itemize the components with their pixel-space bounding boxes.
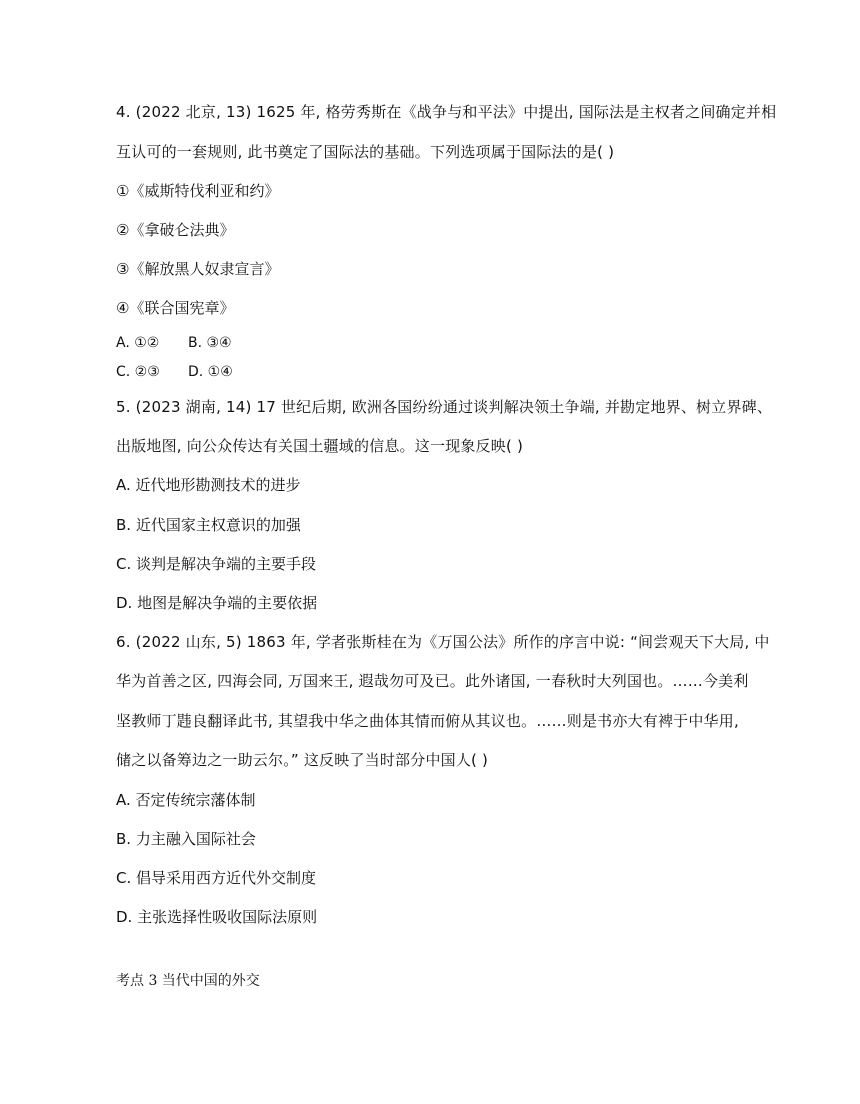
q6-option-b: B. 力主融入国际社会 — [116, 830, 256, 848]
q6-option-d: D. 主张选择性吸收国际法原则 — [116, 908, 318, 926]
q4-stem-line-2: 互认可的一套规则, 此书奠定了国际法的基础。下列选项属于国际法的是( ) — [116, 143, 615, 161]
q4-item-2: ②《拿破仑法典》 — [116, 221, 235, 239]
q4-option-c: C. ②③ — [116, 364, 160, 380]
q4-item-4: ④《联合国宪章》 — [116, 299, 235, 317]
q4-option-b: B. ③④ — [188, 335, 232, 351]
q4-item-3: ③《解放黑人奴隶宣言》 — [116, 260, 280, 278]
q4-stem-line-1: 4. (2022 北京, 13) 1625 年, 格劳秀斯在《战争与和平法》中提出, 国际法是主权者之间确定并相 — [116, 103, 777, 121]
q4-options-row-1 — [116, 333, 232, 353]
q6-option-c: C. 倡导采用西方近代外交制度 — [116, 869, 317, 887]
q4-item-1: ①《威斯特伐利亚和约》 — [116, 182, 280, 200]
q4-option-a: A. ①② — [116, 335, 160, 351]
q5-option-b: B. 近代国家主权意识的加强 — [116, 516, 301, 534]
q5-option-d: D. 地图是解决争端的主要依据 — [116, 594, 318, 612]
q5-stem-line-1: 5. (2023 湖南, 14) 17 世纪后期, 欧洲各国纷纷通过谈判解决领土争端, 并勘定地界、树立界碑、 — [116, 398, 773, 416]
q6-stem-line-2: 华为首善之区, 四海会同, 万国来王, 遐哉勿可及已。此外诸国, 一春秋时大列国也。……今美利 — [116, 672, 749, 690]
q5-option-c: C. 谈判是解决争端的主要手段 — [116, 555, 317, 573]
q6-stem-line-1: 6. (2022 山东, 5) 1863 年, 学者张斯桂在为《万国公法》所作的序言中说: “间尝观天下大局, 中 — [116, 633, 770, 651]
q6-option-a: A. 否定传统宗藩体制 — [116, 791, 256, 809]
q4-options-row-2 — [116, 362, 233, 382]
section-heading: 考点 3 当代中国的外交 — [116, 973, 260, 989]
q4-option-d: D. ①④ — [188, 364, 233, 380]
q6-stem-line-3: 坚教师丁韪良翻译此书, 其望我中华之曲体其情而俯从其议也。……则是书亦大有裨于中华用, — [116, 712, 739, 730]
q6-stem-line-4: 储之以备筹边之一助云尔。” 这反映了当时部分中国人( ) — [116, 751, 489, 769]
q5-stem-line-2: 出版地图, 向公众传达有关国土疆域的信息。这一现象反映( ) — [116, 437, 524, 455]
q5-option-a: A. 近代地形勘测技术的进步 — [116, 476, 301, 494]
